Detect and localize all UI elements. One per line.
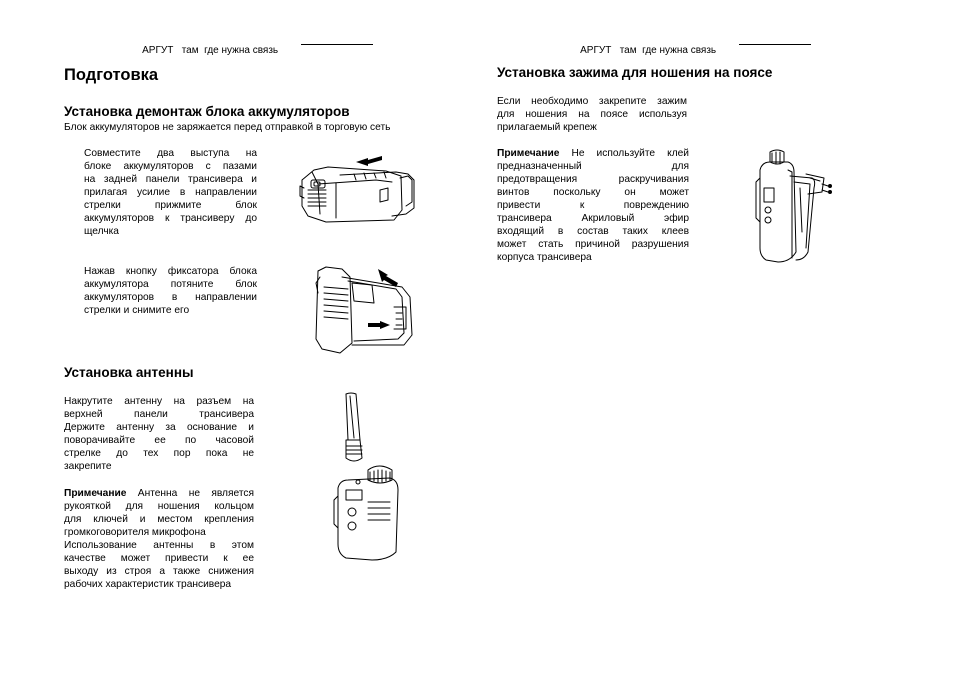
belt-clip-note-label: Примечание bbox=[497, 148, 560, 159]
battery-section-heading: Установка демонтаж блока аккумуляторов bbox=[64, 104, 350, 119]
text-line: может стать причиной разрушения bbox=[497, 239, 689, 250]
antenna-note bbox=[64, 487, 254, 591]
text-line: Если необходимо закрепите зажим bbox=[497, 96, 687, 107]
text-line: поворачивайте ее по часовой bbox=[64, 435, 254, 446]
belt-clip-section-heading: Установка зажима для ношения на поясе bbox=[497, 65, 773, 80]
right-header bbox=[569, 33, 716, 69]
battery-intro-text: Блок аккумуляторов не заряжается перед отправкой в торговую сеть bbox=[64, 122, 391, 133]
text-line: выходу из строя а также снижения bbox=[64, 566, 254, 577]
left-header bbox=[131, 33, 278, 69]
text-line: рукояткой для ношения кольцом bbox=[64, 501, 254, 512]
text-line: Нажав кнопку фиксатора блока bbox=[84, 266, 257, 277]
antenna-attach-illustration bbox=[332, 392, 400, 560]
text-line: корпуса трансивера bbox=[497, 252, 592, 263]
battery-remove-text bbox=[84, 265, 257, 317]
text-line: рабочих характеристик трансивера bbox=[64, 579, 232, 590]
text-line: привести к повреждению bbox=[497, 200, 689, 211]
text-line: входящий в состав таких клеев bbox=[497, 226, 689, 237]
text-line: Использование антенны в этом bbox=[64, 540, 254, 551]
text-line: трансивера Акриловый эфир bbox=[497, 213, 689, 224]
text-line: громкоговорителя микрофона bbox=[64, 527, 206, 538]
right-header-brand: АРГУТ bbox=[580, 45, 612, 56]
text-line: стрелки и снимите его bbox=[84, 305, 190, 316]
text-line: аккумуляторов к трансиверу до bbox=[84, 213, 257, 224]
belt-clip-intro-text bbox=[497, 95, 687, 134]
text-line: закрепите bbox=[64, 461, 112, 472]
left-header-slogan: там где нужна связь bbox=[181, 45, 279, 56]
text-line: блоке аккумуляторов с пазами bbox=[84, 161, 257, 172]
text-line: для ношения на поясе используя bbox=[497, 109, 687, 120]
left-header-brand: АРГУТ bbox=[142, 45, 174, 56]
antenna-note-first: Антенна не является bbox=[137, 488, 254, 499]
text-line: щелчка bbox=[84, 226, 119, 237]
belt-clip-illustration bbox=[752, 148, 837, 266]
text-line: Держите антенну за основание и bbox=[64, 422, 254, 433]
battery-install-text bbox=[84, 147, 257, 238]
antenna-section-heading: Установка антенны bbox=[64, 365, 194, 380]
belt-clip-note-first: Не используйте клей bbox=[571, 148, 689, 159]
text-line: предотвращения раскручивания bbox=[497, 174, 689, 185]
right-header-underline bbox=[739, 44, 811, 45]
antenna-note-label: Примечание bbox=[64, 488, 127, 499]
text-line: на задней панели трансивера и bbox=[84, 174, 257, 185]
text-line: Совместите два выступа на bbox=[84, 148, 257, 159]
left-header-underline bbox=[301, 44, 373, 45]
text-line: Накрутите антенну на разъем на bbox=[64, 396, 254, 407]
text-line: аккумуляторов в направлении bbox=[84, 292, 257, 303]
text-line: качестве может привести к ее bbox=[64, 553, 254, 564]
antenna-install-text bbox=[64, 395, 254, 473]
text-line: прилагаемый крепеж bbox=[497, 122, 597, 133]
text-line: верхней панели трансивера bbox=[64, 409, 254, 420]
text-line: винтов поскольку он может bbox=[497, 187, 689, 198]
radio-battery-release-illustration bbox=[312, 263, 417, 358]
text-line bbox=[64, 487, 254, 500]
text-line bbox=[497, 147, 689, 160]
text-line: прилагая усилие в направлении bbox=[84, 187, 257, 198]
right-header-slogan: там где нужна связь bbox=[619, 45, 717, 56]
belt-clip-note bbox=[497, 147, 689, 264]
text-line: аккумулятора потяните блок bbox=[84, 279, 257, 290]
page-title: Подготовка bbox=[64, 66, 159, 84]
text-line: стрелке до тех пор пока не bbox=[64, 448, 254, 459]
text-line: для ключей и местом крепления bbox=[64, 514, 254, 525]
text-line: предназначенный для bbox=[497, 161, 689, 172]
radio-battery-attach-illustration bbox=[296, 150, 421, 230]
text-line: стрелки прижмите блок bbox=[84, 200, 257, 211]
